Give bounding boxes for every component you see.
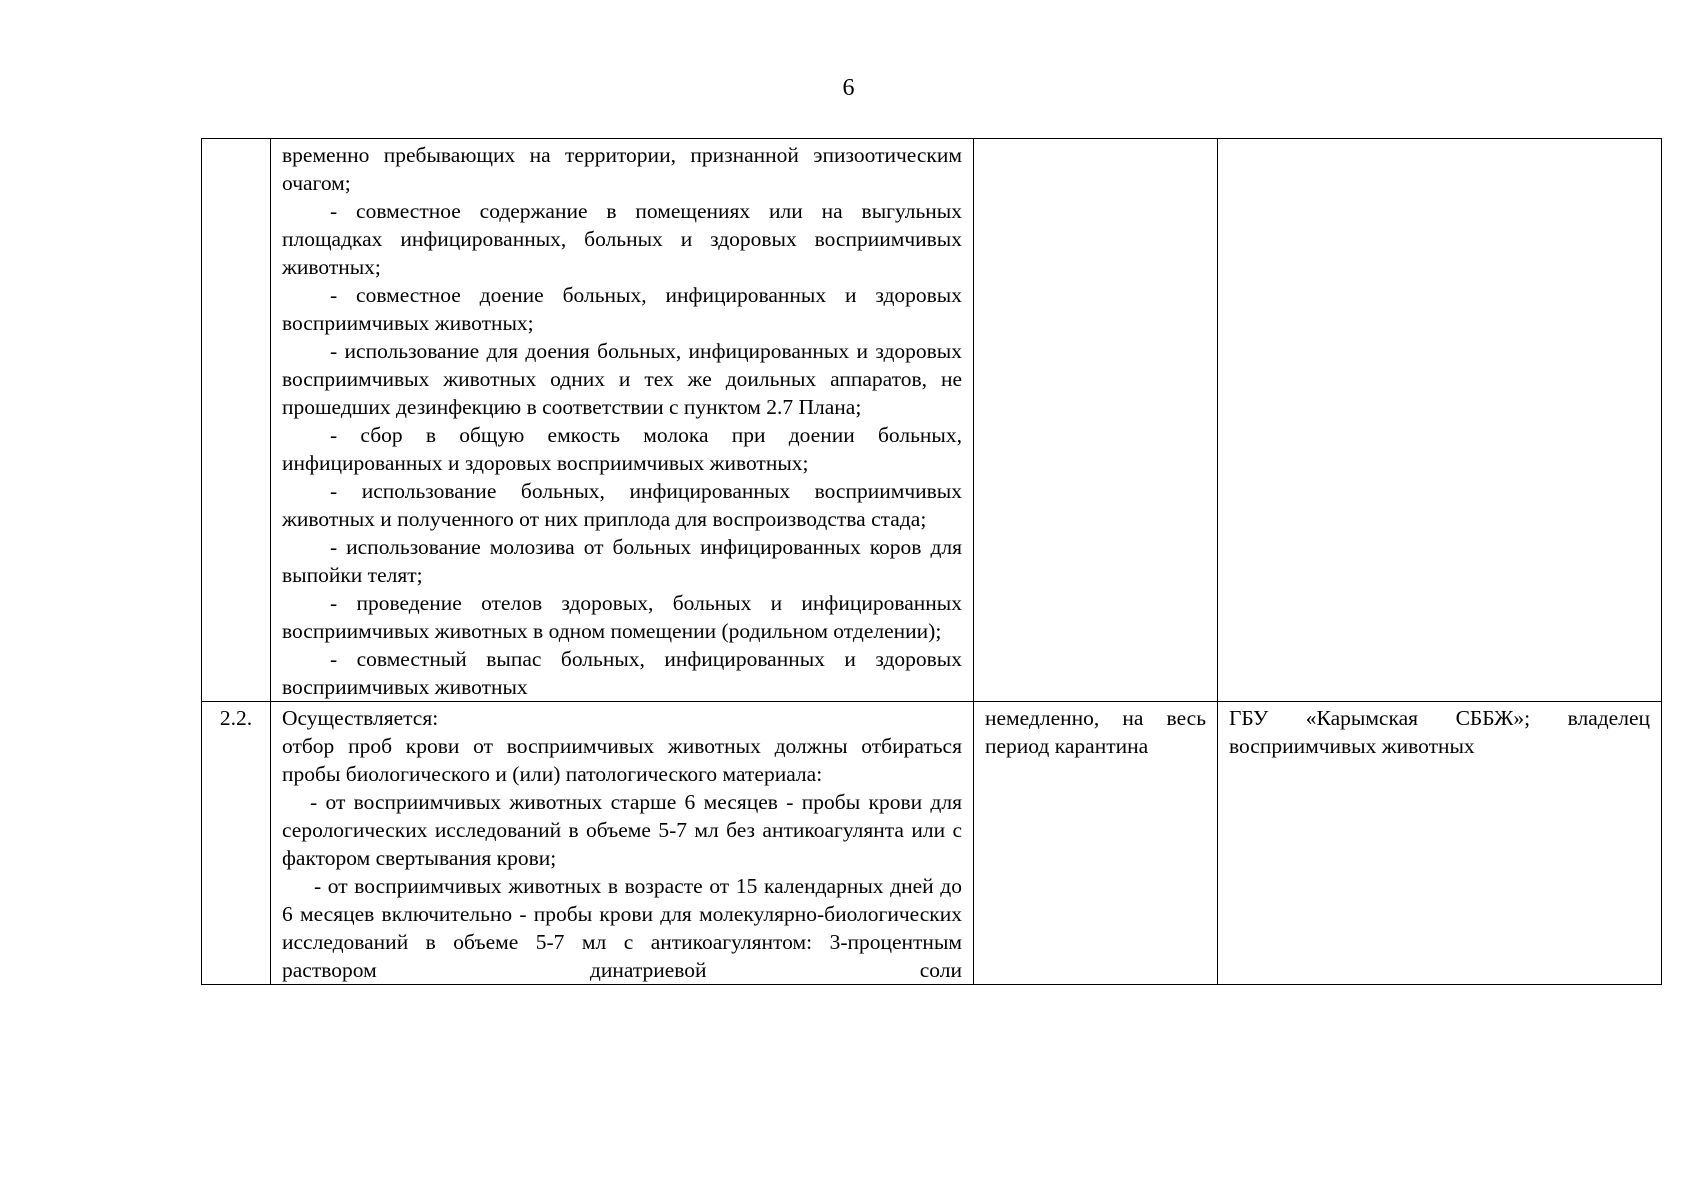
responsible-cell: ГБУ «Карымская СББЖ»; владелец восприимчивых животных (1218, 702, 1662, 985)
measure-description-cell (271, 139, 974, 702)
paragraph: - совместное содержание в помещениях или на выгульных площадках инфицированных, больных и здоровых восприимчивых животных; (282, 199, 962, 279)
paragraph: - совместный выпас больных, инфицированных и здоровых восприимчивых животных (282, 647, 962, 699)
paragraph: - использование для доения больных, инфицированных и здоровых восприимчивых животных одних и тех же доильных аппаратов, не прошедших дезинфекцию в соответствии с пунктом 2.7 Плана; (282, 339, 962, 419)
term-cell (974, 139, 1218, 702)
paragraph: отбор проб крови от восприимчивых животных должны отбираться пробы биологического и (или) патологического материала: (282, 734, 962, 786)
paragraph: - от восприимчивых животных старше 6 месяцев - пробы крови для серологических исследований в объеме 5-7 мл без антикоагулянта или с фактором свертывания крови; (282, 790, 962, 870)
row-number-cell (202, 139, 271, 702)
paragraph: - использование молозива от больных инфицированных коров для выпойки телят; (282, 535, 962, 587)
responsible-cell (1218, 139, 1662, 702)
measure-description-cell (271, 702, 974, 985)
page-number: 6 (842, 75, 855, 101)
paragraph: - совместное доение больных, инфицированных и здоровых восприимчивых животных; (282, 283, 962, 335)
table-row (202, 702, 1662, 985)
plan-table (201, 138, 1662, 985)
paragraph: - использование больных, инфицированных восприимчивых животных и полученного от них приплода для воспроизводства стада; (282, 479, 962, 531)
paragraph: - проведение отелов здоровых, больных и инфицированных восприимчивых животных в одном помещении (родильном отделении); (282, 591, 962, 643)
paragraph: - от восприимчивых животных в возрасте от 15 календарных дней до 6 месяцев включительно - пробы крови для молекулярно-биологических исследований в объеме 5-7 мл с антикоагулянтом: 3-процентным раствором динатриевой соли (282, 874, 962, 982)
row-number-cell: 2.2. (202, 702, 271, 985)
paragraph: временно пребывающих на территории, признанной эпизоотическим очагом; (282, 143, 962, 195)
term-cell: немедленно, на весь период карантина (974, 702, 1218, 985)
paragraph: Осуществляется: (282, 706, 439, 730)
table-row (202, 139, 1662, 702)
paragraph: - сбор в общую емкость молока при доении больных, инфицированных и здоровых восприимчивых животных; (282, 423, 962, 475)
